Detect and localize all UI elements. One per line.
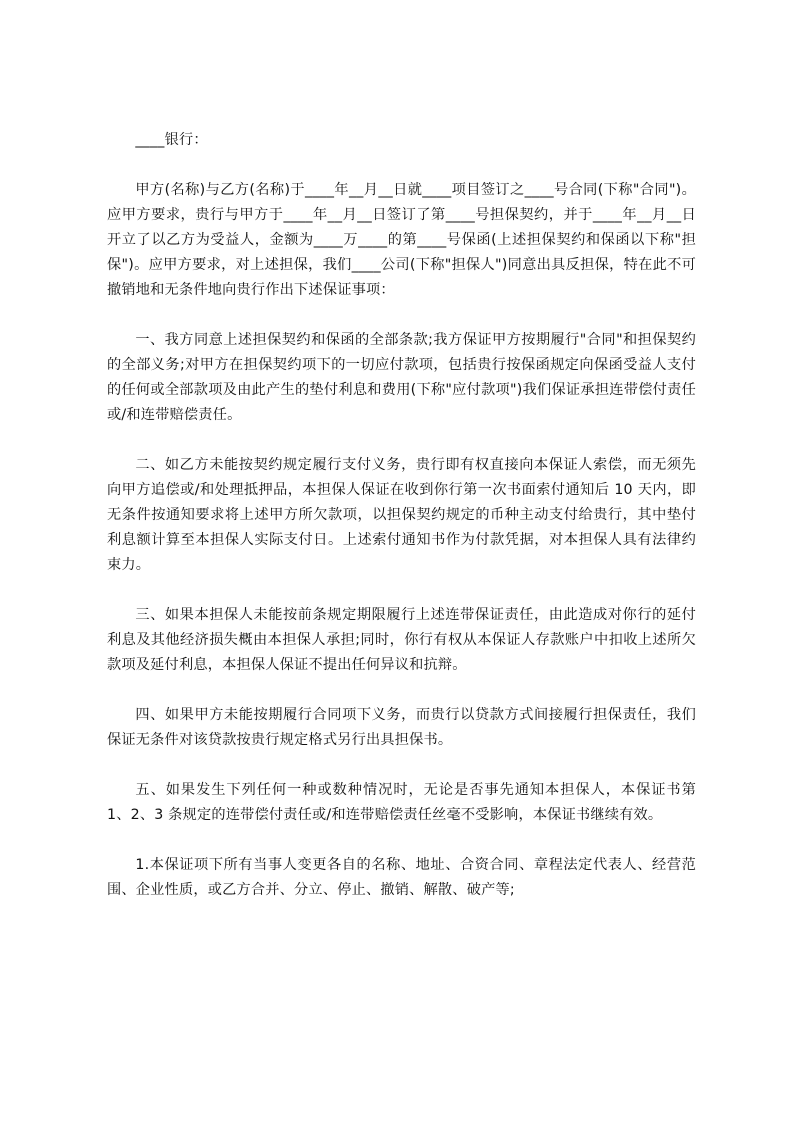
paragraph-sub-item-1: 1.本保证项下所有当事人变更各自的名称、地址、合资合同、章程法定代表人、经营范围、企业性质，或乙方合并、分立、停止、撤销、解散、破产等; [107,857,696,898]
paragraph-clause-1: 一、我方同意上述担保契约和保函的全部条款;我方保证甲方按期履行"合同"和担保契约的全部义务;对甲方在担保契约项下的一切应付款项，包括贵行按保函规定向保函受益人支付的任何或全部款项及由此产生的垫付利息和费用(下称"应付款项")我们保证承担连带偿付责任或/和连带赔偿责任。 [107,332,696,423]
paragraph-clause-5: 五、如果发生下列任何一种或数种情况时，无论是否事先通知本担保人，本保证书第 1、2、3 条规定的连带偿付责任或/和连带赔偿责任丝毫不受影响，本保证书继续有效。 [107,782,696,823]
paragraph-clause-4: 四、如果甲方未能按期履行合同项下义务，而贵行以贷款方式间接履行担保责任，我们保证无条件对该贷款按贵行规定格式另行出具担保书。 [107,707,696,748]
paragraph-clause-3: 三、如果本担保人未能按前条规定期限履行上述连带保证责任，由此造成对你行的延付利息及其他经济损失概由本担保人承担;同时，你行有权从本保证人存款账户中扣收上述所欠款项及延付利息，本担保人保证不提出任何异议和抗辩。 [107,607,696,673]
paragraph-clause-2: 二、如乙方未能按契约规定履行支付义务，贵行即有权直接向本保证人索偿，而无须先向甲方追偿或/和处理抵押品，本担保人保证在收到你行第一次书面索付通知后 10 天内，即无条件按通知要求将上述甲方所欠款项，以担保契约规定的币种主动支付给贵行，其中垫付利息额计算至本担保人实际支付日。上述索付通知书作为付款凭据，对本担保人具有法律约束力。 [107,457,696,573]
paragraph-intro: 甲方(名称)与乙方(名称)于____年__月__日就____项目签订之____号合同(下称"合同")。应甲方要求，贵行与甲方于____年__月__日签订了第____号担保契约，并于____年__月__日开立了以乙方为受益人，金额为____万____的第____号保函(上述担保契约和保函以下称"担保")。应甲方要求，对上述担保，我们____公司(下称"担保人")同意出具反担保，特在此不可撤销地和无条件地向贵行作出下述保证事项： [107,182,696,298]
salutation: ____银行： [135,132,208,148]
document-body [107,128,696,928]
